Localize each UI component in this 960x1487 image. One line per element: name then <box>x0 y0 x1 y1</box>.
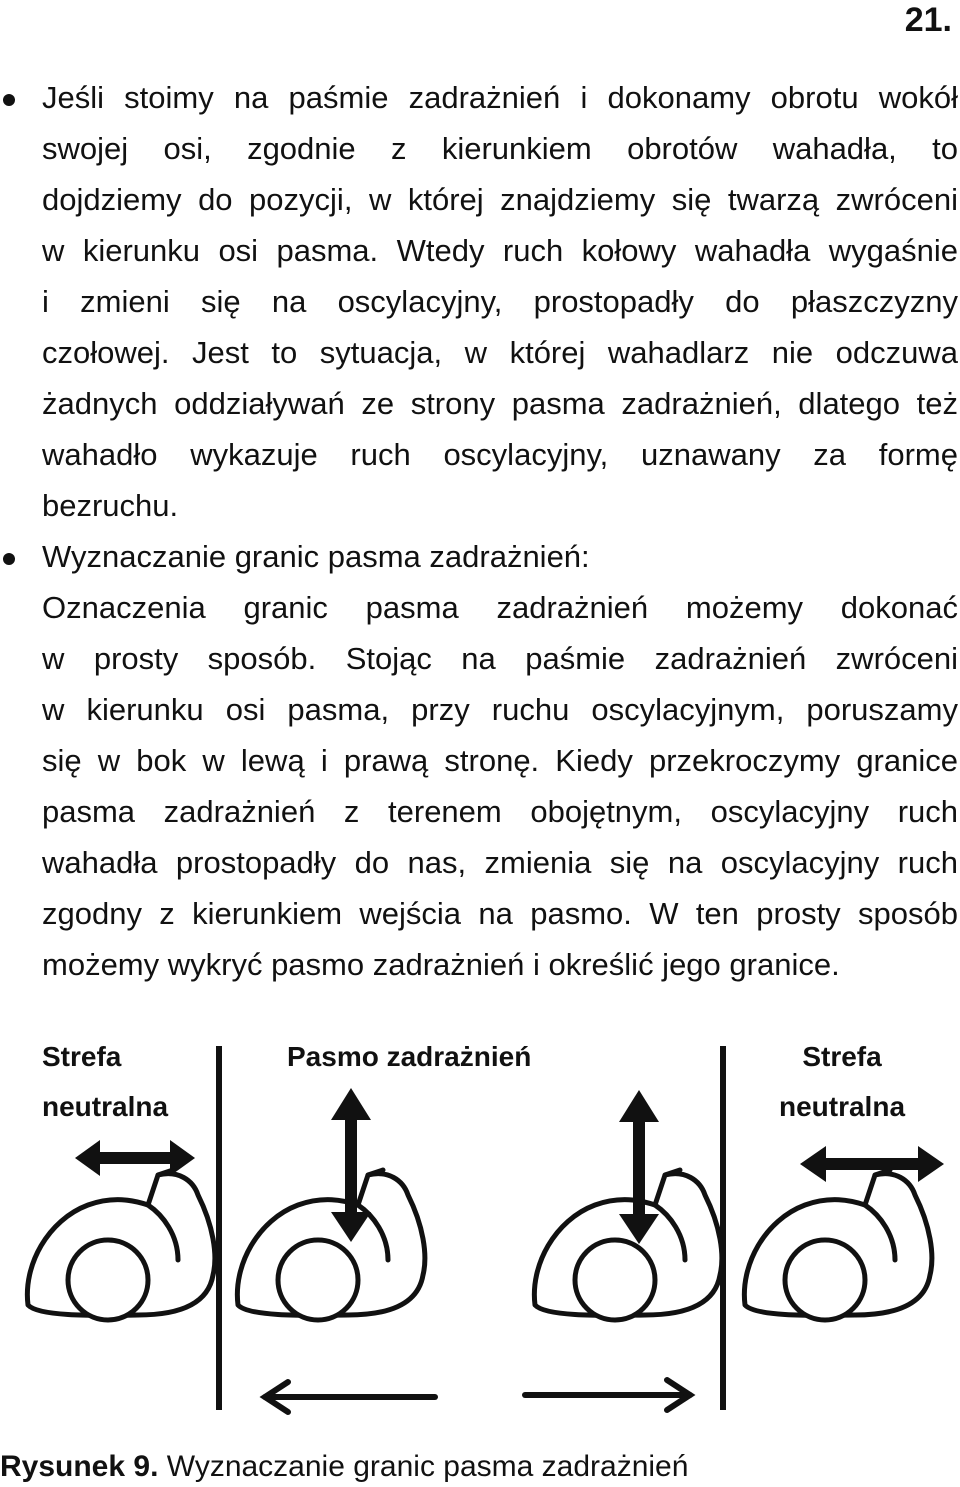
text-line: pasma zadrażnień z terenem obojętnym, oscylacyjny ruch <box>42 794 958 829</box>
text-line: swojej osi, zgodnie z kierunkiem obrotów wahadła, to <box>42 131 958 166</box>
figure-caption <box>0 1447 688 1487</box>
person-band-right <box>534 1170 722 1320</box>
left-zone-label-line: Strefa <box>42 1041 122 1072</box>
text-line: Oznaczenia granic pasma zadrażnień możemy dokonać <box>42 590 958 625</box>
text-line: się w bok w lewą i prawą stronę. Kiedy przekroczymy granice <box>42 743 958 778</box>
left-zone-label-line: neutralna <box>42 1091 169 1122</box>
text-line: w kierunku osi pasma, przy ruchu oscylacyjnym, poruszamy <box>42 692 958 727</box>
person-band-left <box>237 1170 425 1320</box>
text-line: w kierunku osi pasma. Wtedy ruch kołowy wahadła wygaśnie <box>42 233 958 268</box>
text-line: bezruchu. <box>42 488 179 523</box>
bullet-icon <box>3 94 15 106</box>
caption-text: Wyznaczanie granic pasma zadrażnień <box>166 1450 689 1483</box>
right-zone-label-line: Strefa <box>802 1041 882 1072</box>
text-line: wahadła prostopadły do nas, zmienia się na oscylacyjny ruch <box>42 845 958 880</box>
vertical-arrow-left <box>331 1088 371 1242</box>
text-line: Jeśli stoimy na paśmie zadrażnień i dokonamy obrotu wokół <box>42 80 958 115</box>
text-line: żadnych oddziaływań ze strony pasma zadrażnień, dlatego też <box>42 386 958 421</box>
bottom-arrow-right <box>525 1380 690 1410</box>
person-left-neutral <box>27 1170 215 1320</box>
text-line: Wyznaczanie granic pasma zadrażnień: <box>42 539 590 574</box>
band-boundary-figure <box>0 1030 960 1435</box>
text-line: czołowej. Jest to sytuacja, w której wahadlarz nie odczuwa <box>42 335 958 370</box>
page-number: 21. <box>904 1 952 39</box>
text-line: zgodny z kierunkiem wejścia na pasmo. W ten prosty sposób <box>42 896 958 931</box>
text-line: możemy wykryć pasmo zadrażnień i określić jego granice. <box>42 947 840 982</box>
band-label: Pasmo zadrażnień <box>287 1041 532 1072</box>
text-line: w prosty sposób. Stojąc na paśmie zadrażnień zwróceni <box>42 641 958 676</box>
right-zone-label-line: neutralna <box>778 1091 906 1122</box>
bullet-icon <box>3 553 15 565</box>
horizontal-arrow-left <box>75 1140 195 1176</box>
vertical-arrow-right <box>619 1090 659 1244</box>
caption-label: Rysunek 9. <box>0 1450 159 1483</box>
bottom-arrow-left <box>265 1382 435 1412</box>
text-line: i zmieni się na oscylacyjny, prostopadły do płaszczyzny <box>42 284 958 319</box>
text-line: wahadło wykazuje ruch oscylacyjny, uznawany za formę <box>42 437 958 472</box>
person-right-neutral <box>744 1170 932 1320</box>
text-line: dojdziemy do pozycji, w której znajdziemy się twarzą zwróceni <box>42 182 958 217</box>
